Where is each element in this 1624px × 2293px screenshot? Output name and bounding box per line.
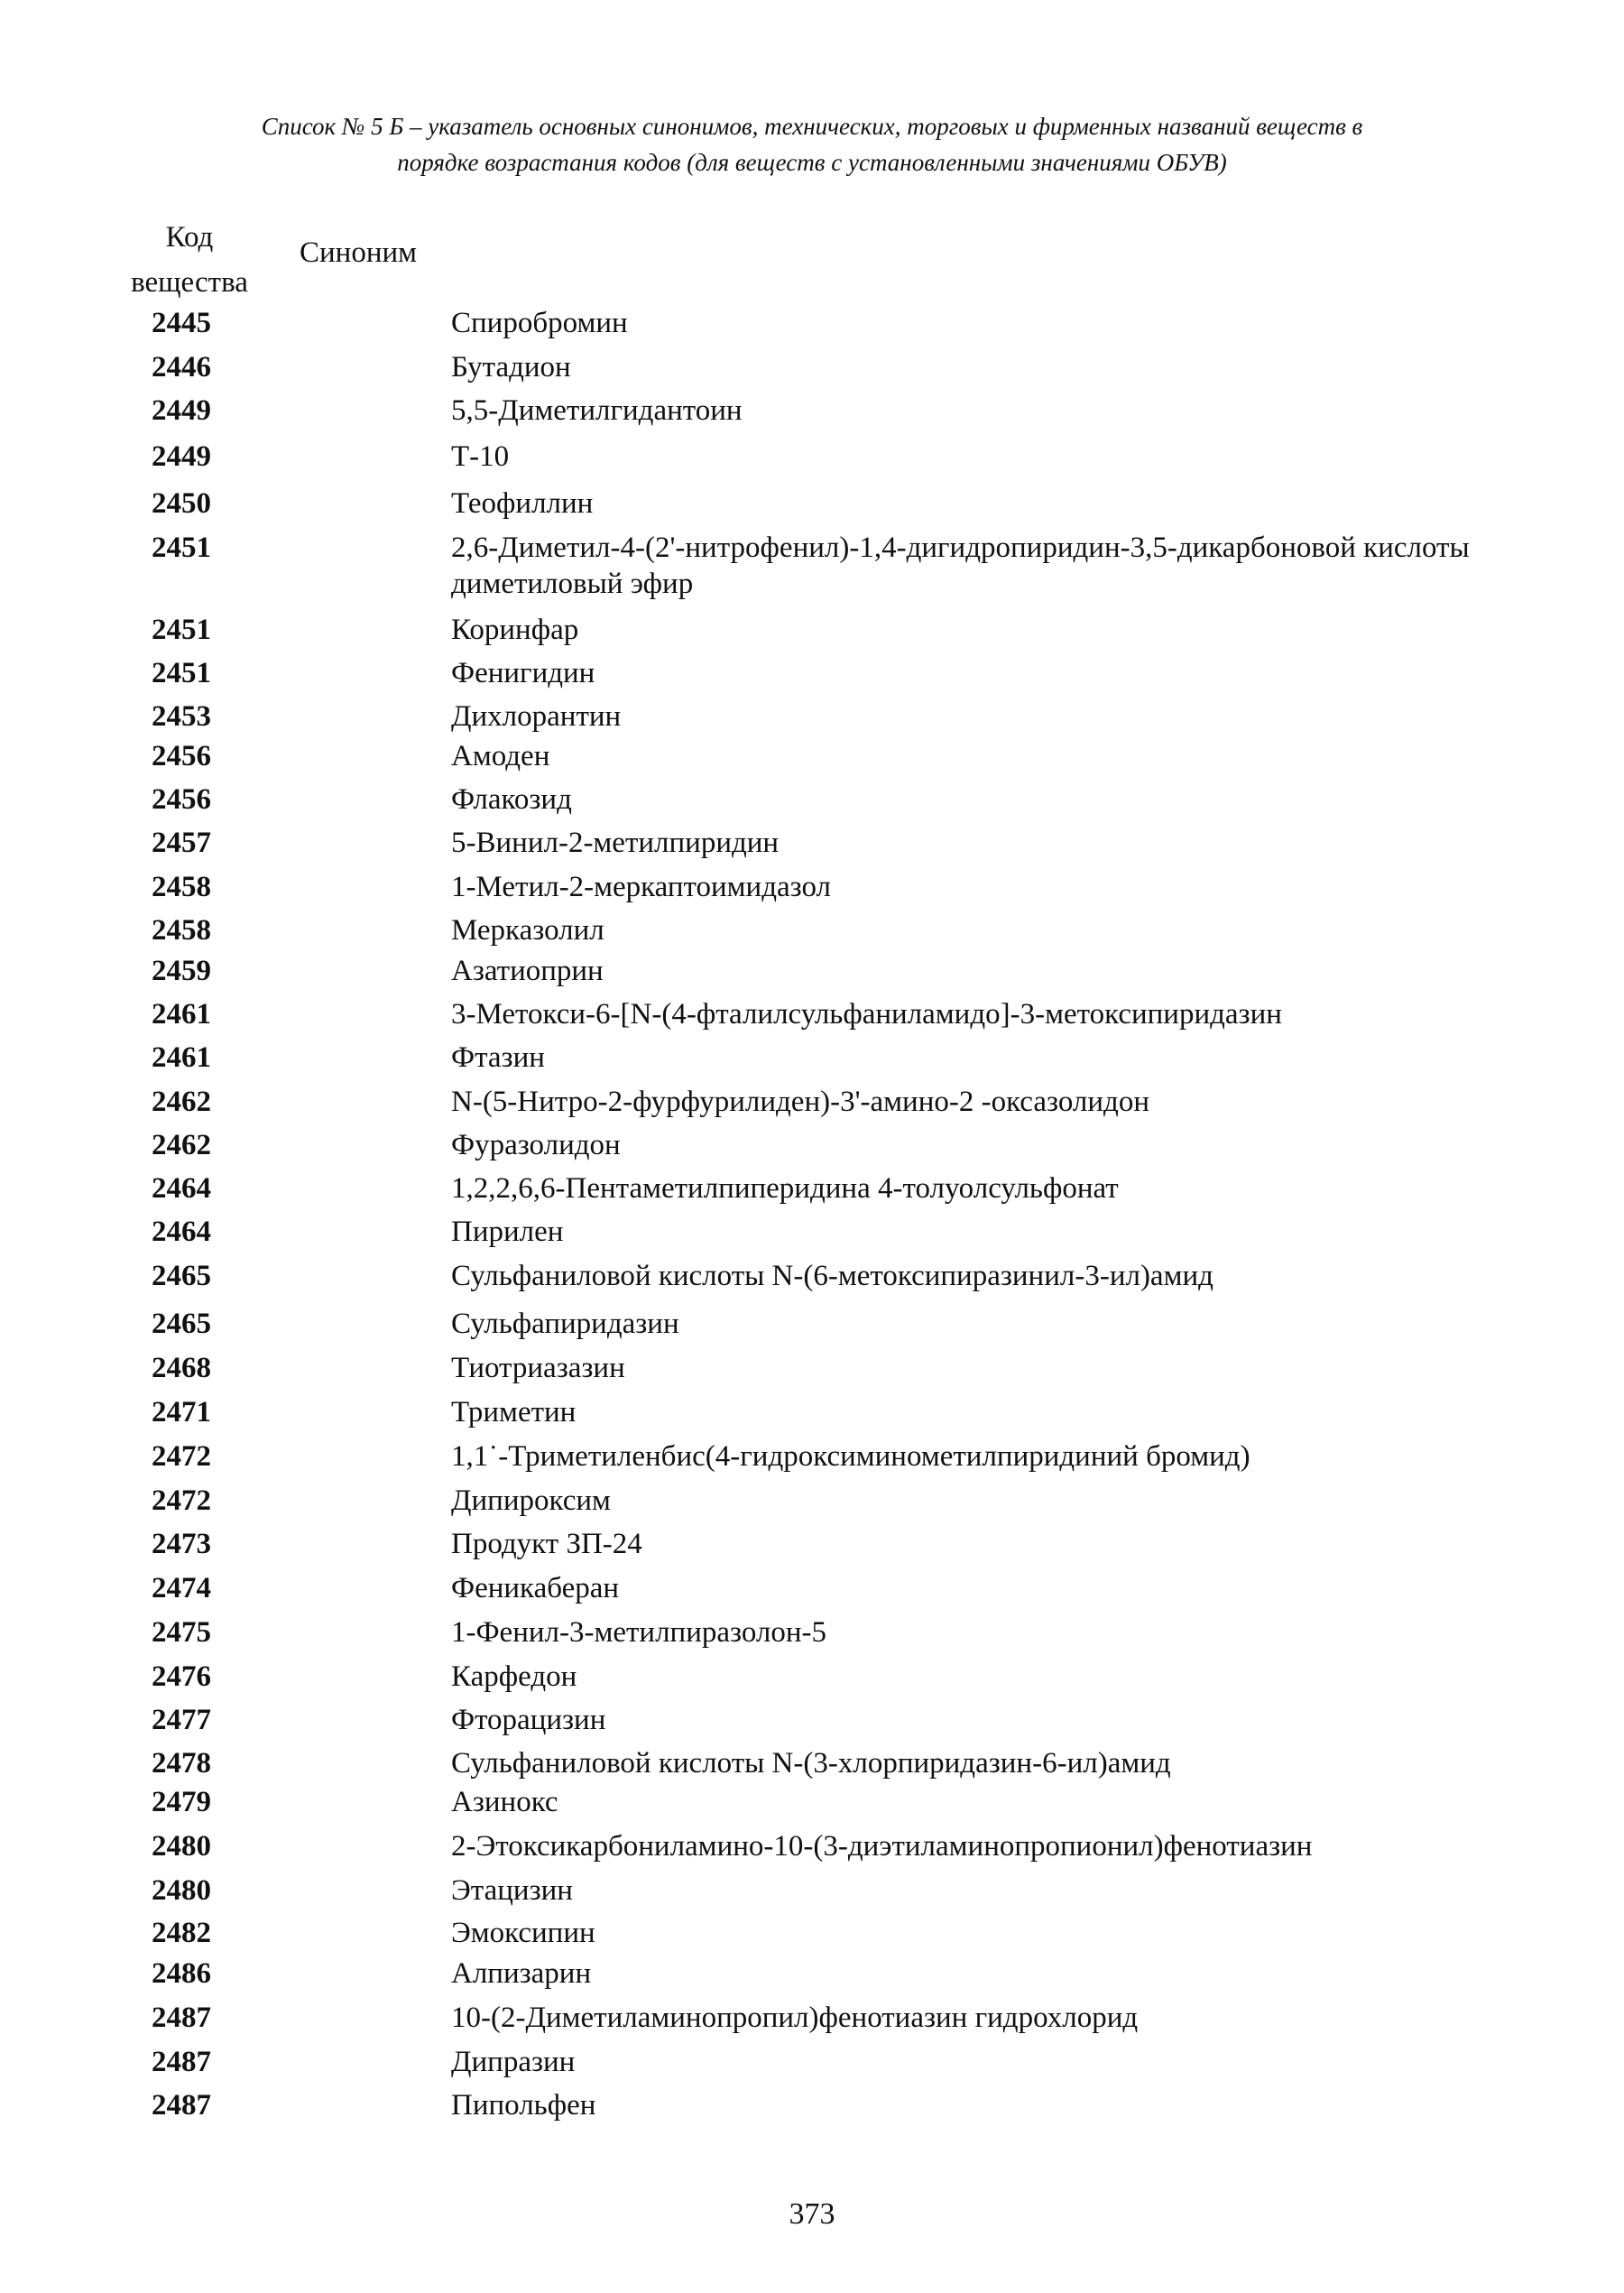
substance-code: 2487 bbox=[152, 2046, 211, 2078]
synonym-name: Эмоксипин bbox=[451, 1917, 595, 1949]
synonym-name: Карфедон bbox=[451, 1660, 577, 1693]
table-row bbox=[0, 1394, 1624, 1430]
substance-code: 2472 bbox=[152, 1484, 211, 1517]
synonym-name: Флакозид bbox=[451, 783, 572, 816]
substance-code: 2487 bbox=[152, 2089, 211, 2122]
table-row bbox=[0, 1872, 1624, 1909]
table-row bbox=[0, 738, 1624, 774]
synonym-name: 3-Метокси-6-[N-(4-фталилсульфаниламидо]-3-метоксипиридазин bbox=[451, 998, 1282, 1031]
synonym-name: 1,1˙-Триметиленбис(4-гидроксиминометилпиридиний бромид) bbox=[451, 1440, 1250, 1473]
synonym-name: 1-Фенил-3-метилпиразолон-5 bbox=[451, 1616, 827, 1649]
synonym-name: Азинокс bbox=[451, 1786, 558, 1818]
substance-code: 2477 bbox=[152, 1704, 211, 1736]
substance-code: 2450 bbox=[152, 487, 211, 520]
synonym-name: Азатиоприн bbox=[451, 955, 604, 987]
table-row bbox=[0, 1828, 1624, 1864]
synonym-name: Сульфаниловой кислоты N-(6-метоксипиразинил-3-ил)амид bbox=[451, 1260, 1213, 1292]
page-number: 373 bbox=[789, 2197, 835, 2231]
substance-code: 2473 bbox=[152, 1528, 211, 1560]
document-title bbox=[108, 108, 1516, 180]
substance-code: 2478 bbox=[152, 1747, 211, 1780]
synonym-name: 2,6-Диметил-4-(2'-нитрофенил)-1,4-дигидропиридин-3,5-дикарбоновой кислоты диметиловый эфир bbox=[451, 532, 1470, 600]
substance-code: 2451 bbox=[152, 614, 211, 646]
table-row bbox=[0, 1040, 1624, 1076]
synonym-name: 5-Винил-2-метилпиридин bbox=[451, 827, 780, 859]
synonym-name: 5,5-Диметилгидантоин bbox=[451, 394, 743, 427]
synonym-name: Продукт ЗП-24 bbox=[451, 1528, 642, 1560]
table-row bbox=[0, 1784, 1624, 1820]
synonym-name: Феникаберан bbox=[451, 1572, 620, 1604]
substance-code: 2453 bbox=[152, 700, 211, 733]
table-row bbox=[0, 1170, 1624, 1207]
synonym-name: Фенигидин bbox=[451, 657, 595, 689]
table-row bbox=[0, 2000, 1624, 2036]
substance-code: 2462 bbox=[152, 1129, 211, 1161]
substance-code: 2451 bbox=[152, 532, 211, 564]
substance-code: 2456 bbox=[152, 740, 211, 772]
table-row bbox=[0, 1570, 1624, 1606]
synonym-name: Фуразолидон bbox=[451, 1129, 621, 1161]
synonym-name: Этацизин bbox=[451, 1874, 573, 1907]
table-row bbox=[0, 1956, 1624, 1992]
table-row bbox=[0, 2044, 1624, 2080]
synonym-name: Спиробромин bbox=[451, 307, 628, 339]
synonym-name: 10-(2-Диметиламинопропил)фенотиазин гидрохлорид bbox=[451, 2002, 1139, 2034]
table-row bbox=[0, 2087, 1624, 2123]
table-row bbox=[0, 869, 1624, 905]
synonym-name: Тиотриазазин bbox=[451, 1352, 625, 1384]
table-row bbox=[0, 1915, 1624, 1951]
substance-code: 2482 bbox=[152, 1917, 211, 1949]
table-row bbox=[0, 953, 1624, 989]
table-row bbox=[0, 1084, 1624, 1120]
substance-code: 2446 bbox=[152, 351, 211, 384]
substance-code: 2480 bbox=[152, 1874, 211, 1907]
synonym-name: Сульфапиридазин bbox=[451, 1308, 679, 1340]
substance-code: 2461 bbox=[152, 1041, 211, 1074]
table-row bbox=[0, 1127, 1624, 1163]
substance-code: 2465 bbox=[152, 1308, 211, 1340]
substance-code: 2456 bbox=[152, 783, 211, 816]
synonym-name: 2-Этоксикарбониламино-10-(3-диэтиламинопропионил)фенотиазин bbox=[451, 1830, 1313, 1863]
table-row bbox=[0, 655, 1624, 691]
synonym-name: Теофиллин bbox=[451, 487, 594, 520]
table-row bbox=[0, 996, 1624, 1032]
synonym-name: Дипироксим bbox=[451, 1484, 611, 1517]
table-row bbox=[0, 1483, 1624, 1519]
column-header-code: Код вещества bbox=[131, 221, 248, 299]
substance-code: 2479 bbox=[152, 1786, 211, 1818]
column-header-synonym: Синоним bbox=[300, 236, 418, 269]
synonym-name: 1,2,2,6,6-Пентаметилпиперидина 4-толуолсульфонат bbox=[451, 1172, 1119, 1205]
substance-code: 2480 bbox=[152, 1830, 211, 1863]
table-row bbox=[0, 825, 1624, 861]
synonym-name: N-(5-Нитро-2-фурфурилиден)-3'-амино-2 -оксазолидон bbox=[451, 1086, 1149, 1118]
synonym-name: Бутадион bbox=[451, 351, 571, 384]
table-row bbox=[0, 1659, 1624, 1695]
synonym-name: Фтазин bbox=[451, 1041, 545, 1074]
synonym-name: Фторацизин bbox=[451, 1704, 606, 1736]
substance-code: 2472 bbox=[152, 1440, 211, 1473]
substance-code: 2464 bbox=[152, 1172, 211, 1205]
synonym-name: Триметин bbox=[451, 1396, 577, 1429]
synonym-name: Пипольфен bbox=[451, 2089, 596, 2122]
synonym-name: Пирилен bbox=[451, 1216, 564, 1248]
table-row bbox=[0, 1614, 1624, 1650]
table-row bbox=[0, 1306, 1624, 1342]
table-row bbox=[0, 612, 1624, 648]
synonym-name: Дихлорантин bbox=[451, 700, 622, 733]
synonym-name: Сульфаниловой кислоты N-(3-хлорпиридазин-6-ил)амид bbox=[451, 1747, 1171, 1780]
table-row bbox=[0, 1745, 1624, 1781]
substance-code: 2445 bbox=[152, 307, 211, 339]
substance-code: 2468 bbox=[152, 1352, 211, 1384]
substance-code: 2458 bbox=[152, 914, 211, 947]
table-row bbox=[0, 1258, 1624, 1294]
substance-code: 2475 bbox=[152, 1616, 211, 1649]
table-row bbox=[0, 1350, 1624, 1386]
table-row bbox=[0, 439, 1624, 475]
table-row bbox=[0, 912, 1624, 948]
substance-code: 2486 bbox=[152, 1957, 211, 1990]
table-row bbox=[0, 393, 1624, 429]
substance-code: 2476 bbox=[152, 1660, 211, 1693]
synonym-name: Коринфар bbox=[451, 614, 579, 646]
table-row bbox=[0, 781, 1624, 818]
table-row bbox=[0, 530, 1624, 602]
synonym-name: Алпизарин bbox=[451, 1957, 592, 1990]
substance-code: 2449 bbox=[152, 394, 211, 427]
substance-code: 2459 bbox=[152, 955, 211, 987]
table-row bbox=[0, 698, 1624, 735]
substance-code: 2451 bbox=[152, 657, 211, 689]
table-row bbox=[0, 485, 1624, 522]
synonym-name: Амоден bbox=[451, 740, 550, 772]
substance-code: 2462 bbox=[152, 1086, 211, 1118]
substance-code: 2487 bbox=[152, 2002, 211, 2034]
substance-code: 2461 bbox=[152, 998, 211, 1031]
substance-code: 2465 bbox=[152, 1260, 211, 1292]
substance-code: 2474 bbox=[152, 1572, 211, 1604]
substance-code: 2457 bbox=[152, 827, 211, 859]
table-row bbox=[0, 1702, 1624, 1738]
synonym-name: 1-Метил-2-меркаптоимидазол bbox=[451, 871, 832, 903]
synonym-name: Дипразин bbox=[451, 2046, 576, 2078]
table-row bbox=[0, 349, 1624, 385]
title-line-2: порядке возрастания кодов (для веществ с установленными значениями ОБУВ) bbox=[397, 149, 1227, 176]
table-row bbox=[0, 1526, 1624, 1562]
table-row bbox=[0, 1438, 1624, 1475]
synonym-name: Мерказолил bbox=[451, 914, 604, 947]
table-row bbox=[0, 305, 1624, 341]
substance-code: 2449 bbox=[152, 440, 211, 473]
table-row bbox=[0, 1214, 1624, 1250]
synonym-name: Т-10 bbox=[451, 440, 510, 473]
substance-code: 2471 bbox=[152, 1396, 211, 1429]
substance-code: 2464 bbox=[152, 1216, 211, 1248]
title-line-1: Список № 5 Б – указатель основных синонимов, технических, торговых и фирменных названий веществ в bbox=[261, 113, 1363, 140]
substance-code: 2458 bbox=[152, 871, 211, 903]
